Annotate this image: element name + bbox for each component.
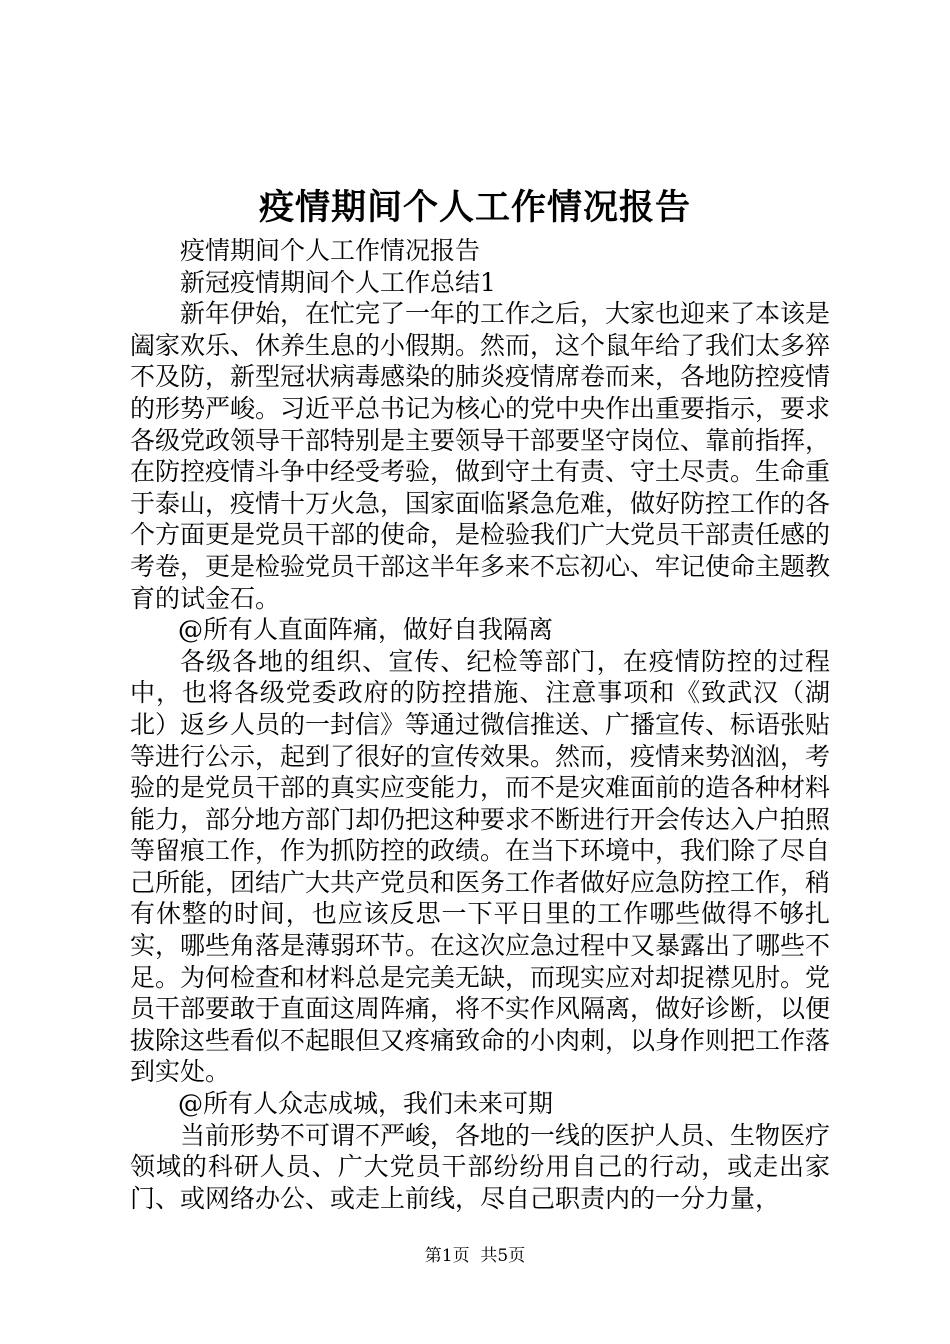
body-paragraph-1: 新年伊始，在忙完了一年的工作之后，大家也迎来了本该是阖家欢乐、休养生息的小假期。然而，这个鼠年给了我们太多猝不及防，新型冠状病毒感染的肺炎疫情席卷而来，各地防控疫情的形势严峻。习近平总书记为核心的党中央作出重要指示，要求各级党政领导干部特别是主要领导干部要坚守岗位、靠前指挥，在防控疫情斗争中经受考验，做到守土有责、守土尽责。生命重于泰山，疫情十万火急，国家面临紧急危难，做好防控工作的各个方面更是党员干部的使命，是检验我们广大党员干部责任感的考卷，更是检验党员干部这半年多来不忘初心、牢记使命主题教育的试金石。 — [130, 299, 831, 613]
section-heading-1: @所有人直面阵痛，做好自我隔离 — [178, 615, 554, 645]
body-paragraph-2: 各级各地的组织、宣传、纪检等部门，在疫情防控的过程中，也将各级党委政府的防控措施、注意事项和《致武汉（湖北）返乡人员的一封信》等通过微信推送、广播宣传、标语张贴等进行公示，起到了很好的宣传效果。然而，疫情来势汹汹，考验的是党员干部的真实应变能力，而不是灾难面前的造各种材料能力，部分地方部门却仍把这种要求不断进行开会传达入户拍照等留痕工作，作为抓防控的政绩。在当下环境中，我们除了尽自己所能，团结广大共产党员和医务工作者做好应急防控工作，稍有休整的时间，也应该反思一下平日里的工作哪些做得不够扎实，哪些角落是薄弱环节。在这次应急过程中又暴露出了哪些不足。为何检查和材料总是完美无缺，而现实应对却捉襟见肘。党员干部要敢于直面这周阵痛，将不实作风隔离，做好诊断，以便拔除这些看似不起眼但又疼痛致命的小肉刺，以身作则把工作落到实处。 — [130, 646, 831, 1087]
section-title-paragraph: 新冠疫情期间个人工作总结1 — [180, 267, 496, 297]
document-title: 疫情期间个人工作情况报告 — [258, 187, 691, 228]
page-footer — [0, 1244, 950, 1268]
page-number-label: 第1页 共5页 — [424, 1246, 526, 1266]
subtitle-paragraph: 疫情期间个人工作情况报告 — [180, 236, 481, 265]
document-body — [130, 235, 830, 1214]
section-heading-2: @所有人众志成城，我们未来可期 — [178, 1089, 554, 1119]
body-paragraph-3: 当前形势不可谓不严峻，各地的一线的医护人员、生物医疗领域的科研人员、广大党员干部纷纷用自己的行动，或走出家门、或网络办公、或走上前线，尽自己职责内的一分力量， — [130, 1120, 831, 1213]
